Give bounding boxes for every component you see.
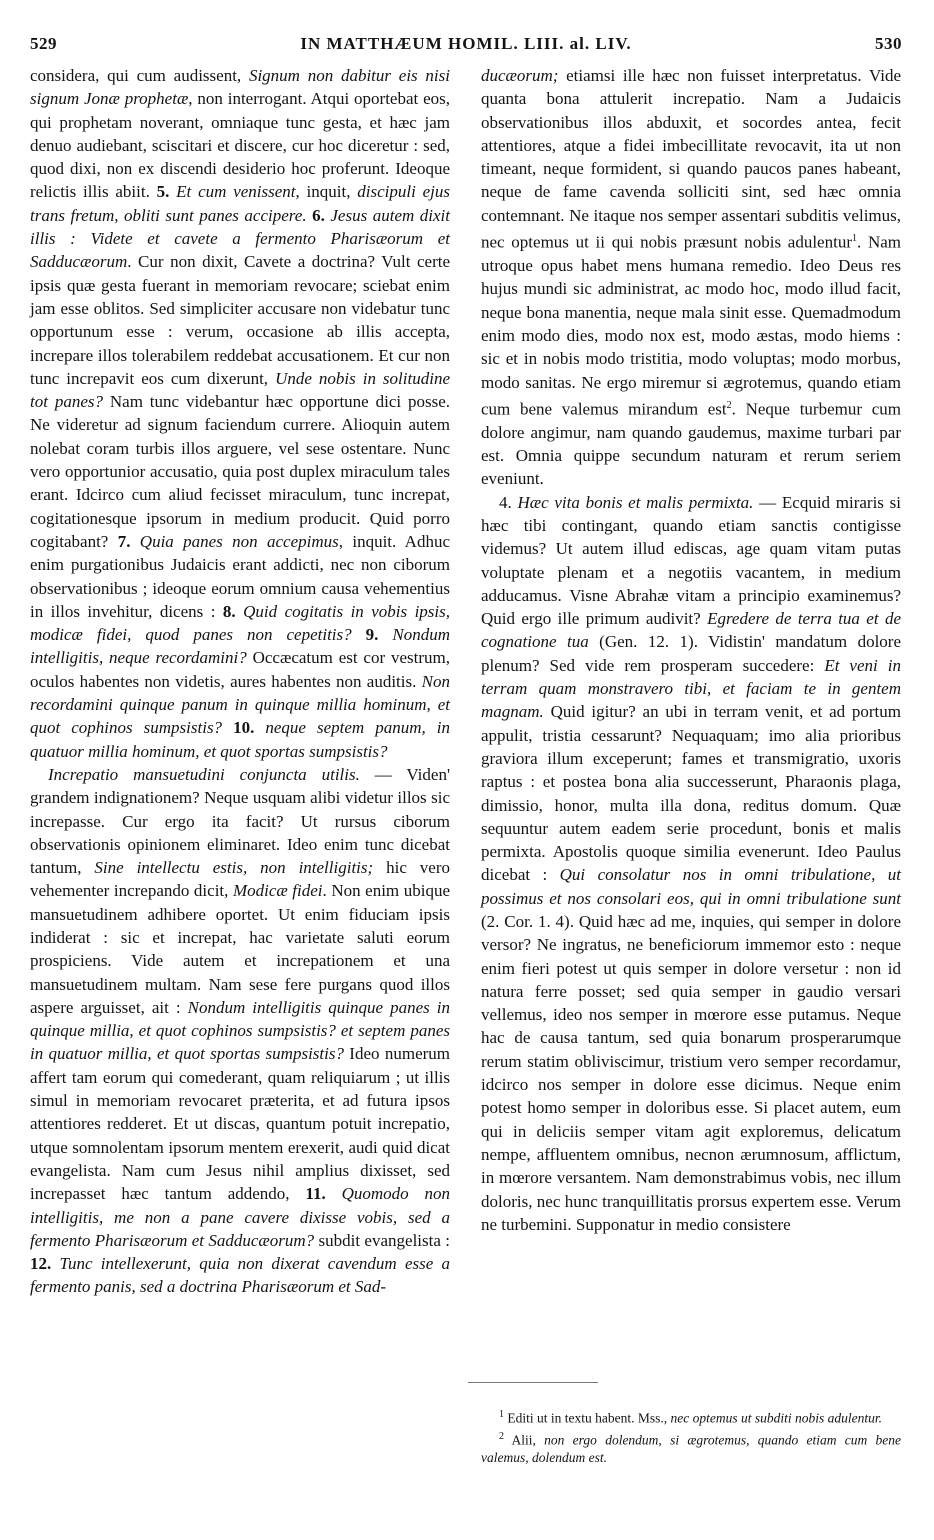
paragraph xyxy=(481,64,901,491)
running-header xyxy=(30,34,902,56)
text-run: . Neque turbemur cum dolore angimur, nam quando gaudemus, maxime turbari par est. Omnia quippe secundum naturam et rerum seriem eveniunt. xyxy=(481,399,901,489)
footnote-marker: 2 xyxy=(499,1431,504,1442)
right-text-column xyxy=(481,64,901,1236)
footnote xyxy=(481,1406,901,1427)
verse-number: 5. xyxy=(156,182,177,202)
page-number-left: 529 xyxy=(30,34,57,53)
text-run: ducæorum; xyxy=(481,66,559,85)
text-run: Unde nobis in solitudine tot panes? xyxy=(30,368,450,412)
text-run: (Gen. 12. 1). Vidistin' mandatum dolore plenum? Sed vide rem prosperam succedere: xyxy=(481,632,902,675)
verse-number: 7. xyxy=(117,531,140,551)
text-run: Ideo numerum affert tam eorum qui comederant, quam reliquiarum ; ut illis simul in memoriam revocaret præterita, et ad futura ipsos attentiores redderet. Et ut discas, quantum potuit increpatio, utque somnolentam ipsorum mentem erexerit, audi quid dicat evangelista. Nam cum Jesus nihil amplius dixisset, sed increpasset hæc tantum addendo, xyxy=(30,1044,450,1204)
page-number-right: 530 xyxy=(875,34,902,53)
verse-number: 8. xyxy=(222,601,244,621)
verse-number: 12. xyxy=(30,1254,60,1274)
footnote-marker: 1 xyxy=(499,1409,504,1420)
verse-number: 6. xyxy=(312,205,331,225)
verse-number: 10. xyxy=(233,718,266,738)
text-run: Et cum venissent xyxy=(176,182,296,202)
text-run: . Nam utroque opus habet mens humana remedio. Ideo Deus res hujus mundi sic administrat, ac modo hoc, modo illud facit, neque bona manentia, neque mala sinit esse. Quemadmodum enim modo dies, modo nox est, modo æstas, modo hiems : sic et in nobis modo tristitia, modo voluptas; modo morbus, modo sanitas. Ne ergo miremur si ægrotemus, quando etiam cum bene valemus mirandum est xyxy=(481,232,902,419)
footnote-marker: 2 xyxy=(726,399,732,411)
text-run: Nondum intelligitis, neque recordamini? xyxy=(30,625,451,668)
text-run: Hæc vita bonis et malis permixta. xyxy=(517,492,754,512)
text-run: Quid igitur? an ubi in terram venit, et ad portum appulit, tristia cessarunt? Nequaquam; imo alia prioribus graviora illum exceperunt; fames et transmigratio, uxoris raptus : et postea bona alia successerunt, Pharaonis plaga, dimissio, honor, multa illa dona, reditus domum. Quæ sequuntur autem eadem serie procedunt, bonis et malis permixta. Apostolis quoque similia evenerunt. Ideo Paulus dicebat : xyxy=(481,702,901,885)
text-run: nec optemus ut subditi nobis adulentur. xyxy=(670,1410,882,1426)
text-run: Quia panes non accepimus xyxy=(139,531,339,551)
text-run: Quomodo non intelligitis, me non a pane cavere dixisse vobis, sed a fermento Pharisæorum et Sadducæorum? xyxy=(30,1184,450,1250)
text-run: Egredere de terra tua et de cognatione tua xyxy=(481,609,901,652)
text-run: discipuli ejus trans fretum, obliti sunt panes accipere. xyxy=(30,182,451,225)
text-run: etiamsi ille hæc non fuisset interpretatus. Vide quanta bona attulerit increpatio. Nam a Judaicis observationibus illos abduxit, et socordes antea, fecit attentiores, atque a fidei imbecillitate revocavit, ita ut non timeant, neque formident, si quando paucos panes habeant, neque de fame cavenda solliciti sint, sed hæc omnia contemnant. Ne itaque nos semper assentari subditis velimus, nec optemus ut ii qui nobis præsunt nobis adulentur xyxy=(481,66,901,252)
paragraph xyxy=(30,763,450,1299)
text-run: — Ecquid miraris si hæc tibi contingant, quando etiam sanctis contigisse videmus? Ut autem illud ediscas, age quam vitam putas voluptate plenam et a negotiis vacantem, in medium adducamus. Visne Abrahæ vitam a principio examinemus? Quid ergo ille primum audivit? xyxy=(481,492,901,629)
text-run: non ergo dolendum, si ægrotemus, quando etiam cum bene valemus, dolendum est. xyxy=(481,1432,901,1465)
footnotes xyxy=(481,1406,901,1468)
text-run: Editi ut in textu habent. Mss., xyxy=(504,1410,671,1426)
text-run: , inquit. Adhuc enim purgationibus Judaicis erant addicti, nec non ciborum observationibus ; ideoque eorum omnium causa vehementius in illos invehitur, dicens : xyxy=(30,531,450,621)
text-run: (2. Cor. 1. 4). Quid hæc ad me, inquies, qui semper in dolore versor? Ne ingratus, ne beneficiorum immemor esto : neque enim fieri potest ut quis semper in dolore versetur : non id natura ferre posset; sed quia semper in gaudio versari vellemus, ideo nos semper in mœrore esse putamus. Neque hac de causa tantum, sed quia bonarum prosperarumque rerum statim obliviscimur, tristium vero semper recordamur, idcirco nos semper in dolore esse dicimus. Neque enim potest homo semper in doloribus esse. Si placet autem, eum qui in deliciis semper vitam agit exploremus, delicatum nempe, affluentem omnibus, necnon ærumnosum, afflictum, in mœrore versantem. Nam demonstrabimus vobis, nec illum doloris, nec hunc tranquillitatis prorsus expertem esse. Verum ne turbemini. Supponatur in medio consistere xyxy=(481,912,901,1234)
left-text-column xyxy=(30,64,450,1299)
footnote-marker: 1 xyxy=(852,233,857,245)
text-run: subdit evangelista : xyxy=(314,1230,450,1250)
text-run: Nondum intelligitis quinque panes in quinque millia, et quot cophinos sumpsistis? et septem panes in quatuor millia, et quot sportas sumpsistis? xyxy=(30,997,450,1064)
text-run: Increpatio mansuetudini conjuncta utilis. xyxy=(48,764,360,784)
text-run: neque septem panum, in quatuor millia hominum, et quot sportas sumpsistis? xyxy=(30,718,450,761)
text-run: Occæcatum est cor vestrum, oculos habentes non videtis, aures habentes non auditis. xyxy=(30,648,450,691)
text-run: Et veni in terram quam monstravero tibi, et faciam te in gentem magnam. xyxy=(481,655,901,722)
text-run: Signum non dabitur eis nisi signum Jonæ prophetæ xyxy=(30,66,450,109)
paragraph xyxy=(481,491,901,1237)
text-run: Non recordamini quinque panum in quinque millia hominum, et quot cophinos sumpsistis? xyxy=(30,671,450,738)
text-run: , non interrogant. Atqui oportebat eos, qui prophetam noverant, omniaque tunc gesta, et hæc jam denuo audiebant, sciscitari et discere, cur hoc diceretur : sed, quod dixi, non ex discendi desiderio hoc proferunt. Ideoque relictis illis abiit. xyxy=(30,89,451,202)
text-run: hic vero vehementer increpando dicit, xyxy=(30,858,450,901)
text-run: Qui consolatur nos in omni tribulatione, ut possimus et nos consolari eos, qui in omni tribulatione sunt xyxy=(481,865,901,908)
text-run: Jesus autem dixit illis : Videte et cavete a fermento Pharisæorum et Sadducæorum xyxy=(30,205,451,272)
text-run: Tunc intellexerunt, quia non dixerat cavendum esse a fermento panis, sed a doctrina Pharisæorum et Sad- xyxy=(30,1254,451,1297)
text-run: considera, qui cum audissent, xyxy=(30,66,249,85)
text-run: — Viden' grandem indignationem? Neque usquam alibi videtur illos sic increpasse. Cur ergo ita facit? Ut rursus ciborum observationis opinionem eliminaret. Ideo enim tunc dicebat tantum, xyxy=(30,764,451,878)
text-run: Alii, xyxy=(504,1432,545,1448)
verse-number: 11. xyxy=(305,1184,342,1204)
text-run: 4. xyxy=(499,492,518,512)
text-run: Sine intellectu estis, non intelligitis; xyxy=(94,858,374,878)
text-run: Quid cogitatis in vobis ipsis, modicæ fidei, quod panes non cepetitis? xyxy=(30,601,451,645)
footnote-divider xyxy=(468,1382,598,1383)
running-title: IN MATTHÆUM HOMIL. LIII. al. LIV. xyxy=(300,34,632,53)
text-run: . Cur non dixit, Cavete a doctrina? Vult certe ipsis quæ gesta fuerant in memoriam revocare; sciebat enim jam esse oblitos. Sed simpliciter accusare non videbatur tunc opportunum esse : verum, occasione ab illis accepta, increpare illos tolerabilem reddebat accusationem. Et cur non tunc increpavit eos cum dixerunt, xyxy=(30,252,450,388)
text-run: Modicæ fidei xyxy=(232,881,323,901)
text-run: , inquit, xyxy=(295,182,358,202)
text-run: Nam tunc videbantur hæc opportune dici posse. Ne videretur ad signum faciendum currere. Alioquin autem nolebat coram turbis illos arguere, vel sese ostentare. Nunc vero opportunior accusatio, quia post duplex miraculum tales erant. Idcirco cum aliud fecisset miraculum, tunc increpat, cogitationesque ipsorum in medium producit. Quid porro cogitabant? xyxy=(30,392,450,551)
text-run: . Non enim ubique mansuetudinem adhibere oportet. Ut enim fiduciam ipsis indiderat : sic et increpat, hac varietate saluti eorum prospiciens. Vide autem et increpationem et una mansuetudinem multam. Nam sese fere purgans quod illos aspere arguisset, ait : xyxy=(30,881,450,1017)
paragraph xyxy=(30,64,450,763)
verse-number: 9. xyxy=(365,625,393,645)
footnote xyxy=(481,1428,901,1467)
